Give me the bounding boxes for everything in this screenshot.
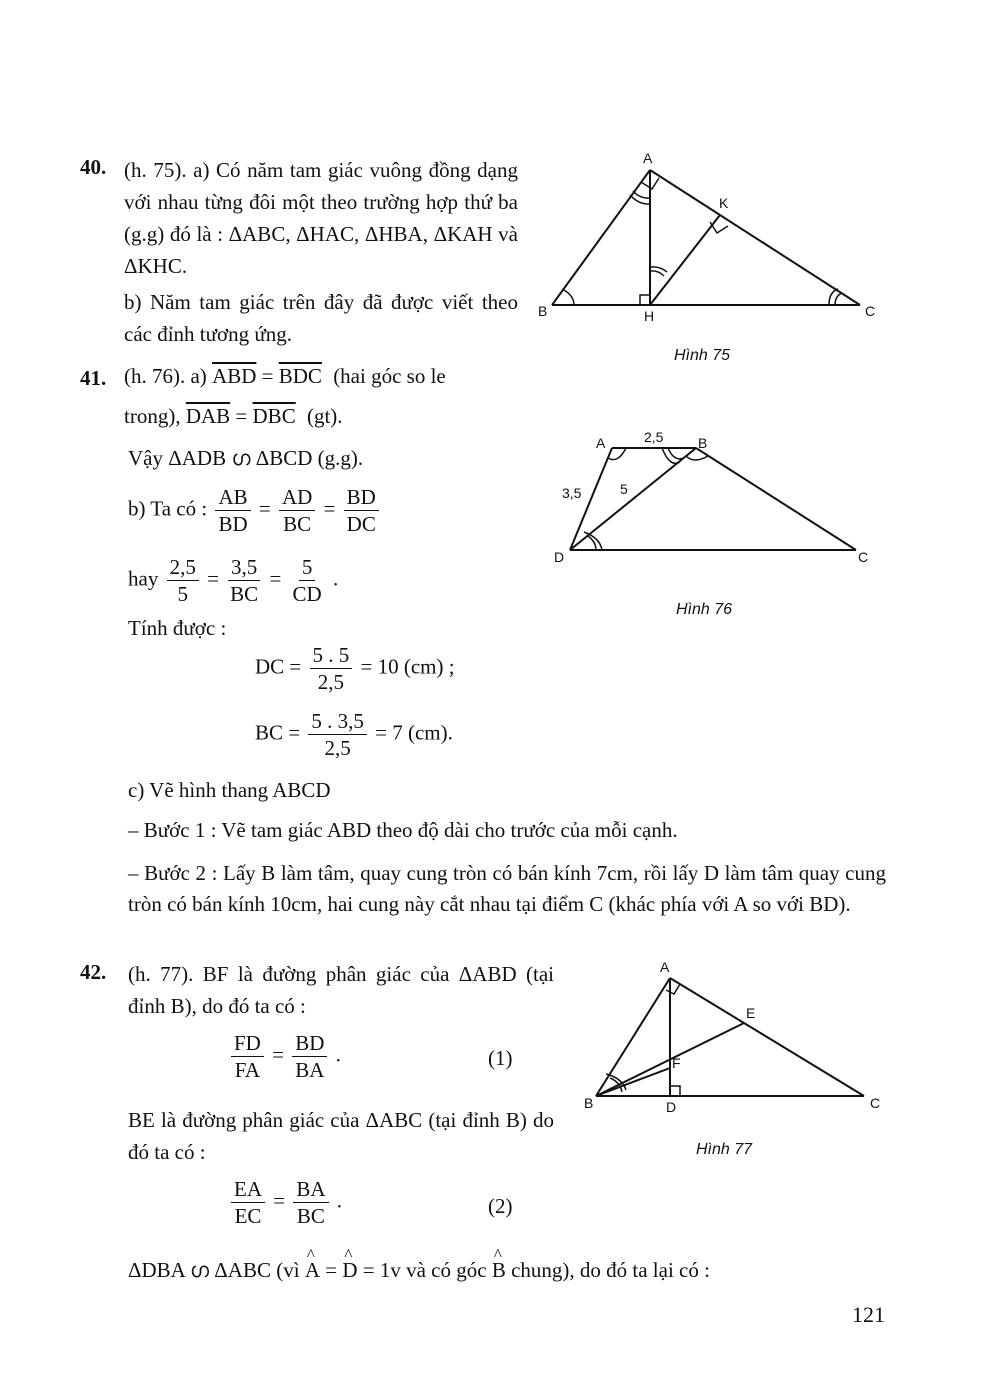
tinh-duoc-label: Tính được : xyxy=(128,616,227,640)
angle-abd: $\overline{ABD}$ xyxy=(212,364,257,388)
problem-41-part-b-ratios xyxy=(128,484,382,538)
problem-42-para-1: (h. 77). BF là đường phân giác của ΔABD (tại đỉnh B), do đó ta có : xyxy=(128,962,554,1018)
ratio-ad-bc: $\frac{AD}{BC}$ xyxy=(279,484,315,538)
fig75-label-c: C xyxy=(865,303,876,319)
angle-dbc: $\overline{DBC}$ xyxy=(252,404,296,428)
period: . xyxy=(336,1188,343,1213)
fig75-segment-hk xyxy=(650,215,720,305)
value-2-5-over-5: $\frac{2,5}{5}$ xyxy=(167,554,199,608)
problem-41-part-a-line1 xyxy=(124,364,446,389)
fig75-side-ab xyxy=(552,170,650,305)
fig76-side-bc xyxy=(696,448,856,550)
dc-label: DC = xyxy=(255,654,302,679)
period: . xyxy=(335,1042,341,1067)
fig76-length-bd: 5 xyxy=(620,481,628,497)
ratio-bd-dc: $\frac{BD}{DC}$ xyxy=(344,484,379,538)
equals-sign: = xyxy=(261,364,274,388)
equals-sign: = xyxy=(258,496,271,521)
last-line-post: chung), do đó ta lại có : xyxy=(511,1258,710,1282)
problem-40-part-b: b) Năm tam giác trên đây đã được viết theo các đỉnh tương ứng. xyxy=(124,290,518,346)
fig75-side-ac xyxy=(650,170,860,305)
equals-sign: = xyxy=(269,566,282,591)
fig75-right-angle-h xyxy=(640,295,650,305)
problem-41-part-b-values xyxy=(128,554,338,608)
dc-fraction: $\frac{5 . 5}{2,5}$ xyxy=(310,642,353,696)
fig75-label-k: K xyxy=(719,195,729,211)
fig77-label-a: A xyxy=(660,959,670,975)
fig77-label-e: E xyxy=(746,1005,756,1021)
equals-sign: = xyxy=(207,566,219,591)
problem-41-step-1: – Bước 1 : Vẽ tam giác ABD theo độ dài cho trước của mỗi cạnh. xyxy=(128,818,678,842)
problem-42-para-2: BE là đường phân giác của ΔABC (tại đỉnh B) do đó ta có : xyxy=(128,1108,554,1164)
last-line-prefix: ΔDBA ഗ ΔABC (vì xyxy=(128,1258,300,1282)
fig76-length-ab: 2,5 xyxy=(644,429,664,445)
angle-equals: = xyxy=(325,1258,338,1282)
problem-41-part-a-line2 xyxy=(124,404,343,429)
problem-41-a-note: (hai góc so le xyxy=(333,364,446,388)
problem-41-a-prefix: (h. 76). a) xyxy=(124,364,207,388)
page-number: 121 xyxy=(852,1302,885,1327)
hay-label: hay xyxy=(128,566,159,591)
bc-fraction: $\frac{5 . 3,5}{2,5}$ xyxy=(308,708,367,762)
equals-sign: = xyxy=(235,404,248,428)
ratio-fd-fa: $\frac{FD}{FA}$ xyxy=(231,1030,264,1084)
equation-1-tag: (1) xyxy=(488,1046,513,1070)
equals-sign: = xyxy=(323,496,336,521)
fig75-angle-mark-b xyxy=(564,290,574,305)
angle-b: ^ B xyxy=(492,1258,506,1283)
period: . xyxy=(332,566,339,591)
value-3-5-over-bc: $\frac{3,5}{BC}$ xyxy=(227,554,261,608)
angle-d: ^ D xyxy=(342,1258,357,1283)
fig77-label-c: C xyxy=(870,1095,881,1111)
figure-77-caption: Hình 77 xyxy=(696,1141,753,1158)
problem-42-number: 42. xyxy=(80,960,107,984)
fig75-angle-mark-h xyxy=(650,267,667,276)
fig76-label-a: A xyxy=(596,435,606,451)
fig76-angle-mark-b-single xyxy=(686,456,708,460)
ratio-ea-ec: $\frac{EA}{EC}$ xyxy=(231,1176,265,1230)
problem-42-last-line xyxy=(128,1258,710,1283)
angle-dab: $\overline{DAB}$ xyxy=(185,404,231,428)
fig77-bisector-bf xyxy=(596,1068,670,1096)
fig75-label-b: B xyxy=(538,303,548,319)
problem-40-number: 40. xyxy=(80,155,107,179)
problem-41-part-c-title: c) Vẽ hình thang ABCD xyxy=(128,778,331,802)
ratio-ab-bd: $\frac{AB}{BD}$ xyxy=(215,484,250,538)
fig77-label-d: D xyxy=(666,1099,677,1115)
figure-76-caption: Hình 76 xyxy=(676,601,733,618)
bc-computation xyxy=(255,708,453,762)
fig76-length-ad: 3,5 xyxy=(562,485,582,501)
last-line-mid: = 1v và có góc xyxy=(362,1258,487,1282)
problem-41-number: 41. xyxy=(80,366,107,390)
equation-1 xyxy=(228,1030,341,1084)
figure-77 xyxy=(574,956,894,1126)
fig77-right-angle-d xyxy=(670,1086,680,1096)
dc-result: = 10 (cm) ; xyxy=(360,654,455,679)
value-5-over-cd: $\frac{5}{CD}$ xyxy=(292,555,322,607)
fig75-label-h: H xyxy=(644,308,655,324)
angle-bdc: $\overline{BDC}$ xyxy=(278,364,322,388)
figure-75 xyxy=(530,148,890,368)
bc-result: = 7 (cm). xyxy=(375,720,453,745)
problem-41-a2-note: (gt). xyxy=(306,404,343,428)
fig76-label-b: B xyxy=(698,435,708,451)
figure-75-caption: Hình 75 xyxy=(674,347,731,364)
ratio-ba-bc: $\frac{BA}{BC}$ xyxy=(293,1176,328,1230)
equation-2 xyxy=(228,1176,342,1230)
bc-label: BC = xyxy=(255,720,301,745)
equals-sign: = xyxy=(273,1188,286,1213)
problem-40-part-a: (h. 75). a) Có năm tam giác vuông đồng dạng với nhau từng đôi một theo trường hợp thứ ba (g.g) đó là : ΔABC, ΔHAC, ΔHBA, ΔKAH và ΔKHC. xyxy=(124,158,518,278)
fig75-label-a: A xyxy=(643,150,653,166)
problem-41-step-2: – Bước 2 : Lấy B làm tâm, quay cung tròn có bán kính 7cm, rồi lấy D làm tâm quay cung tròn có bán kính 10cm, hai cung này cắt nhau tại điểm C (khác phía với A so với BD). xyxy=(128,861,886,916)
problem-41-a2-prefix: trong), xyxy=(124,404,181,428)
fig76-angle-mark-d xyxy=(584,532,602,550)
equals-sign: = xyxy=(272,1042,284,1067)
fig76-label-d: D xyxy=(554,549,565,565)
fig77-right-angle-a xyxy=(666,984,680,994)
fig77-label-b: B xyxy=(584,1095,594,1111)
angle-a: ^ A xyxy=(305,1258,320,1283)
problem-41-b-label: b) Ta có : xyxy=(128,496,208,521)
figure-76 xyxy=(550,422,890,582)
problem-41-conclusion: Vậy ΔADB ഗ ΔBCD (g.g). xyxy=(128,446,364,470)
dc-computation xyxy=(255,642,455,696)
equation-2-tag: (2) xyxy=(488,1194,513,1218)
fig76-label-c: C xyxy=(858,549,869,565)
fig77-side-ac xyxy=(670,978,864,1096)
fig77-label-f: F xyxy=(672,1055,681,1071)
ratio-bd-ba: $\frac{BD}{BA}$ xyxy=(292,1030,327,1084)
